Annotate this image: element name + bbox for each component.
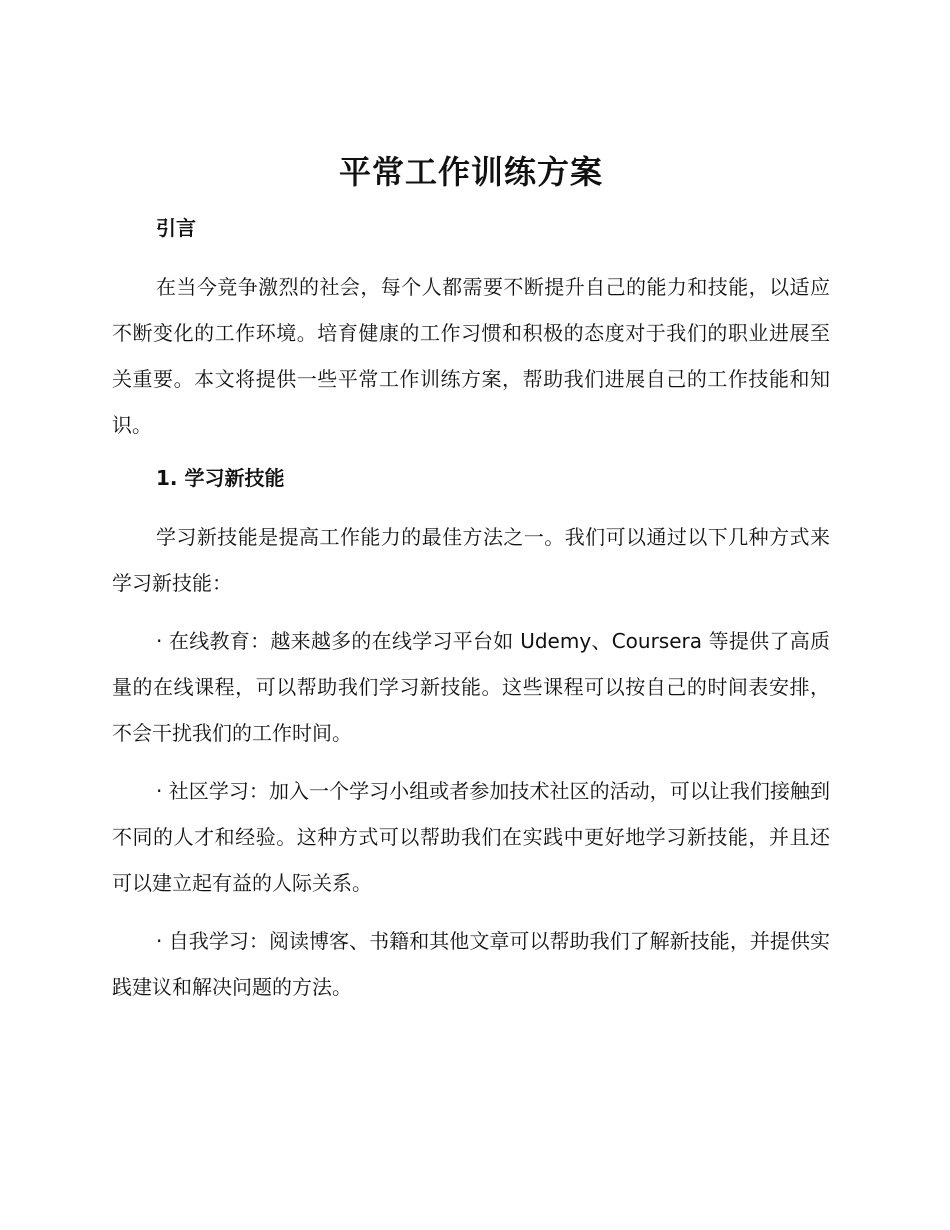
document-title: 平常工作训练方案 [338,153,603,191]
section1-heading: 1. 学习新技能 [156,466,285,490]
intro-heading: 引言 [156,216,196,240]
bullet-community-learning: · 社区学习：加入一个学习小组或者参加技术社区的活动，可以让我们接触到不同的人才和经验。这种方式可以帮助我们在实践中更好地学习新技能，并且还可以建立起有益的人际关系。 [112,779,830,895]
bullet-online-education: · 在线教育：越来越多的在线学习平台如 Udemy、Coursera 等提供了高质量的在线课程，可以帮助我们学习新技能。这些课程可以按自己的时间表安排，不会干扰我们的工作时间。 [112,629,830,745]
bullet-self-learning: · 自我学习：阅读博客、书籍和其他文章可以帮助我们了解新技能，并提供实践建议和解决问题的方法。 [112,929,830,999]
intro-paragraph: 在当今竞争激烈的社会，每个人都需要不断提升自己的能力和技能，以适应不断变化的工作环境。培育健康的工作习惯和积极的态度对于我们的职业进展至关重要。本文将提供一些平常工作训练方案，帮助我们进展自己的工作技能和知识。 [112,275,830,437]
section1-paragraph: 学习新技能是提高工作能力的最佳方法之一。我们可以通过以下几种方式来学习新技能： [112,525,830,595]
